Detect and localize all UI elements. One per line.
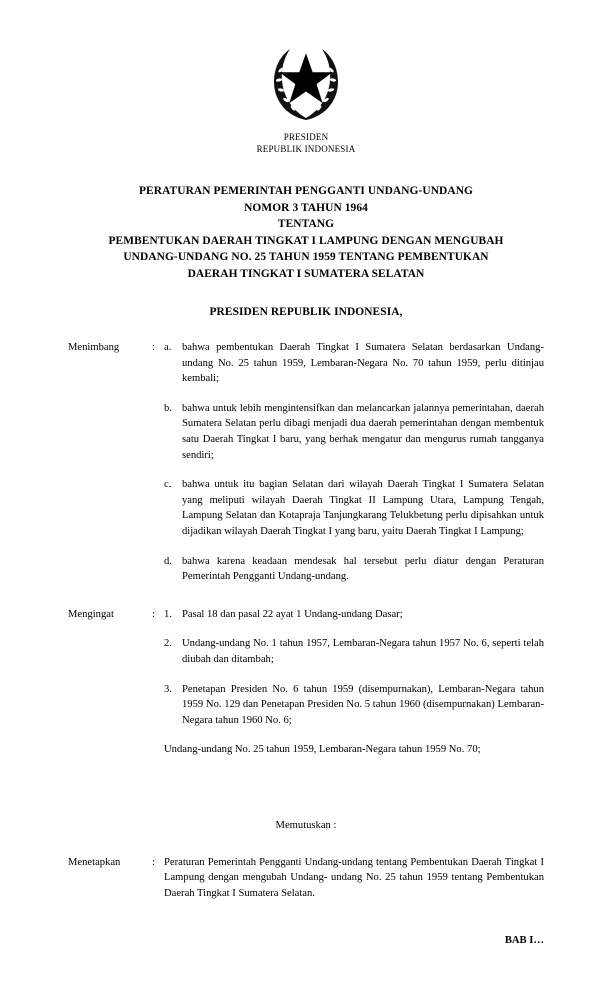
garuda-star-emblem-icon [264,40,348,124]
list-item [164,554,544,585]
document-title [68,183,544,282]
list-item [164,636,544,667]
next-section-label: BAB I… [504,935,544,946]
list-item [164,682,544,729]
title-line-3: TENTANG [277,218,335,230]
president-heading: PRESIDEN REPUBLIK INDONESIA, [209,306,403,318]
list-item-marker: b. [164,402,172,414]
clause-menetapkan-label: Menetapkan [68,856,121,868]
emblem-caption [68,131,544,155]
clause-menetapkan-colon: : [152,856,155,868]
clause-menimbang [68,340,544,585]
title-line-1: PERATURAN PEMERINTAH PENGGANTI UNDANG-UNDANG [139,185,473,197]
list-item-marker: a. [164,342,172,353]
title-line-2: NOMOR 3 TAHUN 1964 [244,201,368,214]
list-item-marker: c. [164,479,172,491]
list-item [164,477,544,539]
list-item-text: bahwa pembentukan Daerah Tingkat I Sumatera Selatan berdasarkan Undang-undang No. 25 tahun 1959, Lembaran-Negara No. 70 tahun 1959, perlu ditinjau kembali; [182,342,544,385]
clause-mengingat-body [164,607,544,772]
emblem-caption-line1: PRESIDEN [283,132,329,142]
emblem-container [68,40,544,129]
clause-mengingat-colon: : [152,608,155,620]
list-item-text: bahwa karena keadaan mendesak hal tersebut perlu diatur dengan Peraturan Pemerintah Pengganti Undang-undang. [182,555,544,583]
clause-menimbang-colon: : [152,342,155,353]
title-line-6: DAERAH TINGKAT I SUMATERA SELATAN [187,267,425,280]
emblem-caption-line2: REPUBLIK INDONESIA [256,144,356,154]
list-item [164,340,544,387]
list-item-text: Penetapan Presiden No. 6 tahun 1959 (disempurnakan), Lembaran-Negara tahun 1959 No. 129 dan Penetapan Presiden No. 5 tahun 1960 (disempurnakan) Lembaran-Negara tahun 1960 No. 6; [182,683,544,726]
list-item [164,401,544,463]
clause-menetapkan [68,855,544,902]
list-item-marker: 2. [164,638,172,650]
clause-mengingat [68,607,544,772]
list-item-text: bahwa untuk itu bagian Selatan dari wilayah Daerah Tingkat I Sumatera Selatan yang meliputi wilayah Daerah Tingkat II Lampung Utara, Lampung Tengah, Lampung Selatan dan Kotapraja Tanjungkarang Telukbetung perlu dipisahkan untuk dijadikan wilayah Daerah Tingkat I yang baru, yaitu Daerah Tingkat I Lampung; [182,479,544,537]
list-item [164,607,544,623]
clause-mengingat-label: Mengingat [68,608,114,620]
list-item-marker: d. [164,555,172,567]
clause-menimbang-label: Menimbang [68,342,120,353]
list-item-marker: 1. [164,608,172,620]
title-line-4: PEMBENTUKAN DAERAH TINGKAT I LAMPUNG DENGAN MENGUBAH [108,234,504,247]
memutuskan-heading: Memutuskan : [275,819,337,831]
list-item-marker: 3. [164,683,172,695]
title-line-5: UNDANG-UNDANG NO. 25 TAHUN 1959 TENTANG PEMBENTUKAN [123,251,489,263]
clause-menimbang-body [164,340,544,585]
list-item-text: Undang-undang No. 1 tahun 1957, Lembaran-Negara tahun 1957 No. 6, seperti telah diubah dan ditambah; [182,638,544,665]
clause-menetapkan-body: Peraturan Pemerintah Pengganti Undang-undang tentang Pembentukan Daerah Tingkat I Lampung dengan mengubah Undang- undang No. 25 tahun 1959 tentang Pembentukan Daerah Tingkat I Sumatera Selatan. [164,856,544,900]
list-item-text: Pasal 18 dan pasal 22 ayat 1 Undang-undang Dasar; [182,608,403,620]
list-item-text: bahwa untuk lebih mengintensifkan dan melancarkan jalannya pemerintahan, daerah Sumatera Selatan perlu dibagi menjadi dua daerah pemerintahan dengan membentuk satu Daerah Tingkat I baru, yang berhak mengatur dan mengurus rumah tangganya sendiri; [182,402,544,461]
mengingat-trailing-paragraph: Undang-undang No. 25 tahun 1959, Lembaran-Negara tahun 1959 No. 70; [164,744,481,756]
